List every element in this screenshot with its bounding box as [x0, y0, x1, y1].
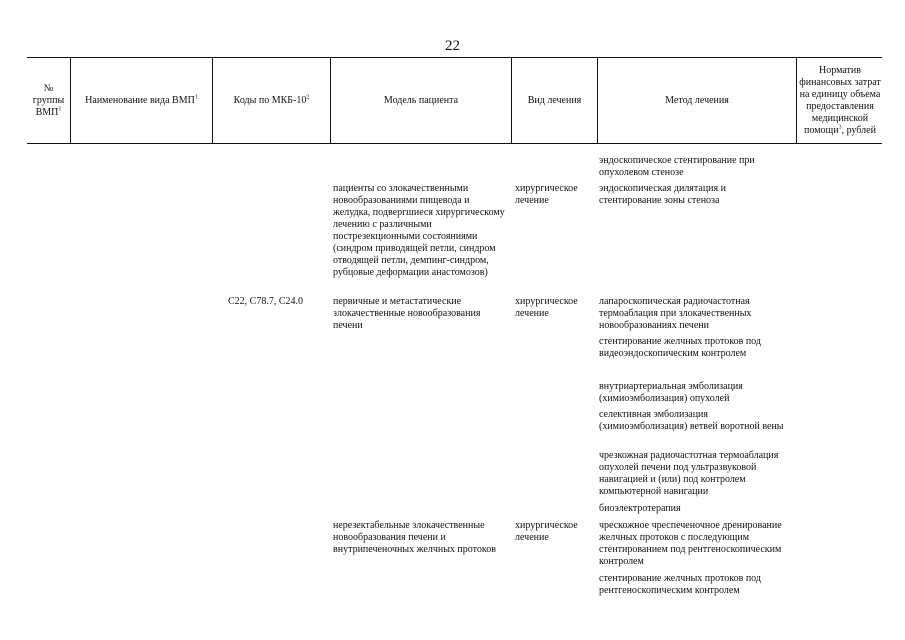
header-treatment-type: Вид лечения	[527, 94, 582, 106]
header-patient-model: Модель пациента	[383, 94, 459, 106]
treatment-method-cell: лапароскопическая радиочастотная термоаблация при злокачественных новообразованиях печени	[599, 296, 752, 331]
treatment-method-cell: эндоскопическая дилятация и стентирование зоны стеноза	[599, 183, 726, 206]
treatment-type-cell: хирургическое лечение	[515, 520, 578, 543]
treatment-method-cell: внутриартериальная эмболизация (химиоэмболизация) опухолей	[599, 381, 743, 404]
treatment-method-cell: биоэлектротерапия	[599, 503, 681, 514]
treatment-method-cell: стентирование желчных протоков под видеоэндоскопическим контролем	[599, 336, 761, 359]
table-header-bottom-border	[27, 143, 882, 144]
treatment-method-cell: чрезкожная радиочастотная термоаблация опухолей печени под ультразвуковой навигацией и (или) под контролем компьютерной навигации	[599, 450, 779, 497]
column-divider	[796, 57, 797, 144]
header-treatment-method: Метод лечения	[665, 94, 729, 106]
icd-codes-cell: C22, C78.7, C24.0	[228, 296, 304, 307]
treatment-method-cell: селективная эмболизация (химиоэмболизация) ветвей воротной вены	[599, 409, 784, 432]
header-group-number: № группы ВМП$^1$	[32, 82, 65, 118]
treatment-method-cell: стентирование желчных протоков под рентгеноскопическим контролем	[599, 573, 761, 596]
page-number: 22	[445, 38, 460, 54]
patient-model-cell: нерезектабельные злокачественные новообразования печени и внутрипеченочных желчных протоков	[333, 520, 496, 555]
patient-model-cell: пациенты со злокачественными новообразованиями пищевода и желудка, подвергшиеся хирургическому лечению с различными пострезекционными состояниями (синдром приводящей петли, синдром отводящей петли, демпинг-синдром, рубцовые деформации анастомозов)	[333, 183, 505, 278]
treatment-type-cell: хирургическое лечение	[515, 183, 578, 206]
treatment-method-cell: эндоскопическое стентирование при опухолевом стенозе	[599, 155, 755, 178]
treatment-type-cell: хирургическое лечение	[515, 296, 578, 319]
header-icd-codes: Коды по МКБ-$10^2$	[233, 94, 310, 106]
treatment-method-cell: чрескожное чреспеченочное дренирование желчных протоков с последующим стентированием под рентгеноскопическим контролем	[599, 520, 782, 567]
header-vmp-name: Наименование вида ВМП$^1$	[85, 94, 198, 106]
header-cost-norm: Норматив финансовых затрат на единицу объема предоставления медицинской помощи$^3$, рублей	[799, 64, 881, 136]
patient-model-cell: первичные и метастатические злокачественные новообразования печени	[333, 296, 481, 331]
